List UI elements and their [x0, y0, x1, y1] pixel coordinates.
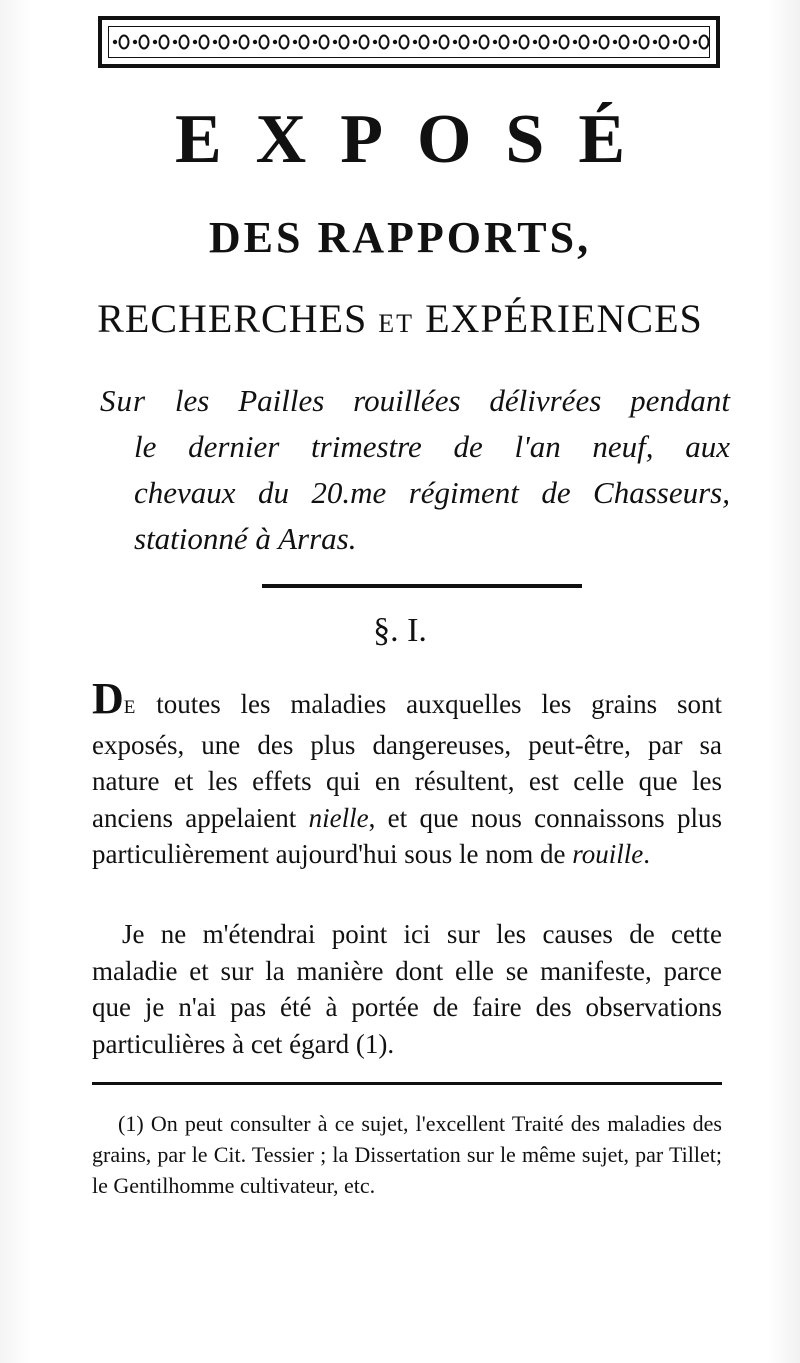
chain-link: [280, 36, 289, 49]
title-line-3: [0, 295, 800, 342]
chain-dot: [413, 40, 417, 44]
term-nielle: nielle: [308, 802, 369, 833]
chain-link: [340, 36, 349, 49]
chain-link: [540, 36, 549, 49]
chain-dot: [213, 40, 217, 44]
subtitle-line-2: le dernier trimestre de l'an neuf, aux: [134, 429, 730, 464]
chain-link: [200, 36, 209, 49]
chain-link: [500, 36, 509, 49]
chain-link: [320, 36, 329, 49]
chain-dot: [513, 40, 517, 44]
chain-link: [560, 36, 569, 49]
chain-dot: [673, 40, 677, 44]
drop-cap: D: [92, 674, 124, 723]
title-word-recherches: RECHERCHES: [97, 296, 368, 341]
chain-dot: [173, 40, 177, 44]
chain-dot: [273, 40, 277, 44]
chain-link: [380, 36, 389, 49]
chain-dot: [533, 40, 537, 44]
chain-link: [240, 36, 249, 49]
subtitle-line-1: [100, 378, 730, 424]
chain-link: [480, 36, 489, 49]
section-divider: [262, 584, 582, 588]
chain-dot: [353, 40, 357, 44]
drop-cap-continuation: E: [123, 697, 137, 718]
ornamental-chain-band: [108, 26, 710, 58]
chain-dot: [293, 40, 297, 44]
chain-dot: [473, 40, 477, 44]
footnote: (1) On peut consulter à ce sujet, l'excellent Traité des maladies des grains, par le Cit. Tessier ; la Dissertation sur le même sujet, par Tillet; le Gentilhomme cultivateur, etc.: [92, 1111, 722, 1198]
ornamental-header-border: [98, 16, 720, 68]
chain-dot: [373, 40, 377, 44]
chain-link: [520, 36, 529, 49]
chain-dot: [153, 40, 157, 44]
chain-dot: [613, 40, 617, 44]
footnote-divider: [92, 1082, 722, 1085]
page-title: EXPOSÉ: [174, 101, 660, 178]
title-line-2: DES RAPPORTS,: [208, 213, 592, 262]
chain-link: [360, 36, 369, 49]
chain-link: [400, 36, 409, 49]
chain-dot: [113, 40, 117, 44]
chain-link: [680, 36, 689, 49]
paragraph-1-text-b: , et que nous connaissons plus particulièrement aujourd'hui sous le nom de: [92, 802, 723, 869]
chain-link: [440, 36, 449, 49]
chain-dot: [593, 40, 597, 44]
title-word-experiences: EXPÉRIENCES: [425, 296, 703, 341]
chain-link: [120, 36, 129, 49]
chain-dot: [653, 40, 657, 44]
chain-dot: [493, 40, 497, 44]
chain-link: [220, 36, 229, 49]
subtitle-line-4: stationné à Arras.: [134, 521, 357, 556]
chain-link: [620, 36, 629, 49]
title-word-et: ET: [378, 309, 415, 338]
chain-dot: [193, 40, 197, 44]
chain-dot: [693, 40, 697, 44]
term-rouille: rouille: [572, 839, 644, 869]
paragraph-1: [92, 674, 723, 873]
chain-dot: [453, 40, 457, 44]
chain-link: [420, 36, 429, 49]
chain-link: [580, 36, 589, 49]
chain-dot: [393, 40, 397, 44]
chain-link: [700, 36, 709, 49]
chain-ornament-icon: [109, 29, 709, 55]
section-heading: §. I.: [373, 612, 427, 649]
subtitle-sur: Sur: [100, 383, 147, 418]
chain-link: [160, 36, 169, 49]
chain-dot: [553, 40, 557, 44]
chain-link: [600, 36, 609, 49]
chain-link: [660, 36, 669, 49]
chain-link: [180, 36, 189, 49]
paragraph-1-text-a: toutes les maladies auxquelles les grains sont exposés, une des plus dangereuses, peut-être, par sa nature et les effets qui en résultent, est celle que les anciens appelaient: [92, 689, 722, 833]
chain-dot: [573, 40, 577, 44]
chain-dot: [133, 40, 137, 44]
chain-link: [640, 36, 649, 49]
chain-dot: [233, 40, 237, 44]
chain-link: [460, 36, 469, 49]
chain-link: [300, 36, 309, 49]
chain-link: [140, 36, 149, 49]
subtitle: [100, 378, 730, 562]
chain-dot: [633, 40, 637, 44]
chain-dot: [313, 40, 317, 44]
paragraph-1-text-c: .: [643, 839, 650, 869]
subtitle-line-3: chevaux du 20.me régiment de Chasseurs,: [134, 475, 730, 510]
subtitle-line-1-rest: les Pailles rouillées délivrées pendant: [146, 383, 730, 418]
paragraph-2: Je ne m'étendrai point ici sur les causes de cette maladie et sur la manière dont elle se manifeste, parce que je n'ai pas été à portée de faire des observations particulières à cet égard (1).: [92, 919, 722, 1059]
chain-dot: [433, 40, 437, 44]
chain-dot: [253, 40, 257, 44]
chain-link: [260, 36, 269, 49]
chain-dot: [333, 40, 337, 44]
